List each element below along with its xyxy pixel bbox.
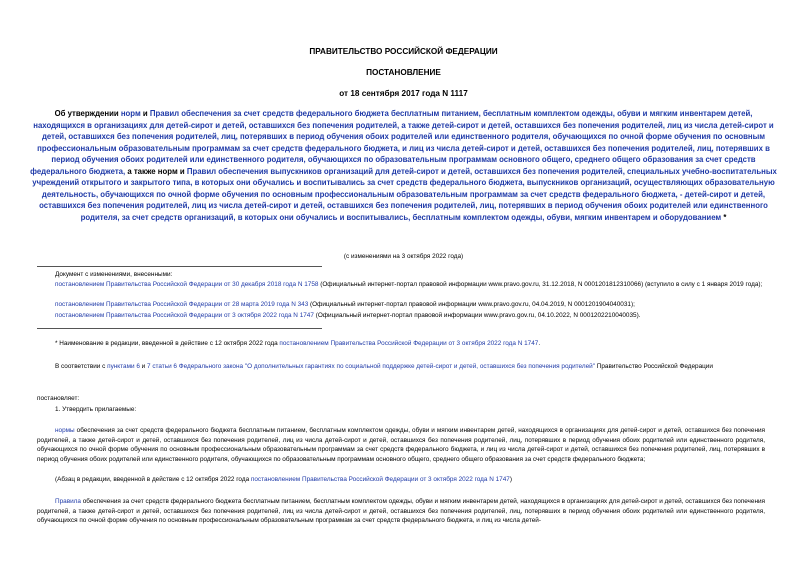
document-title <box>30 108 777 223</box>
rules-text: обеспечения за счет средств федерального бюджета бесплатным питанием, бесплатным комплектом одежды, обуви и мягким инвентарем детей, находящихся в организациях для детей-сирот и детей, оставшихся без попечения родителей, а также детей-сирот и детей, оставшихся без попечения родителей, лиц из числа детей-сирот и детей, оставшихся без попечения родителей, лиц, потерявших в период обучения обоих родителей или единственного родителя, обучающихся по очной форме обучения по основным профессиональным образовательным программам за счет средств федерального бюджета, и лиц из числа детей- <box>37 498 765 524</box>
item-1: 1. Утвердить прилагаемые: <box>55 406 137 413</box>
preamble-link-law[interactable]: 7 статьи 6 Федерального закона "О дополнительных гарантиях по социальной поддержке детей-сирот и детей, оставшихся без попечения родителей" <box>147 363 595 370</box>
amendment-link[interactable]: постановлением Правительства Российской Федерации от 30 декабря 2018 года N 1758 <box>55 281 319 288</box>
title-mid1: и <box>140 109 150 118</box>
amendment-item <box>37 280 765 290</box>
footnote-link[interactable]: постановлением Правительства Российской Федерации от 3 октября 2022 года N 1747 <box>279 340 539 347</box>
norms-text: обеспечения за счет средств федерального бюджета бесплатным питанием, бесплатным комплектом одежды, обуви и мягким инвентарем детей, находящихся в организациях для детей-сирот и детей, оставшихся без попечения родителей, а также детей-сирот и детей, оставшихся без попечения родителей, лиц из числа детей-сирот и детей, оставшихся без попечения родителей, лиц, потерявших в период обучения обоих родителей или единственного родителя, обучающихся по очной форме обучения по основным профессиональным образовательным программам за счет средств федерального бюджета, и лиц из числа детей-сирот и детей, оставшихся без попечения родителей, лиц, потерявших в период обучения обоих родителей или единственного родителя, обучающихся по образовательным программам основного общего, среднего общего образования за счет средств федерального бюджета; <box>37 427 765 463</box>
document-type: ПОСТАНОВЛЕНИЕ <box>366 68 441 77</box>
separator-bottom <box>37 328 322 329</box>
footnote <box>55 339 765 349</box>
norms-note-text: (Абзац в редакции, введенной в действие с 12 октября 2022 года <box>55 476 251 483</box>
norms-note <box>55 475 765 485</box>
title-suffix: * <box>721 212 727 222</box>
preamble-link-items[interactable]: пунктами 6 <box>107 363 140 370</box>
rules-paragraph <box>37 497 765 526</box>
amendments-intro: Документ с изменениями, внесенными: <box>55 271 173 278</box>
norms-link[interactable]: нормы <box>55 427 75 434</box>
amendment-link[interactable]: постановлением Правительства Российской Федерации от 28 марта 2019 года N 343 <box>55 301 309 308</box>
revision-note: (с изменениями на 3 октября 2022 года) <box>343 253 464 260</box>
preamble <box>37 362 765 372</box>
amendment-item <box>37 311 765 321</box>
preamble-text: В соответствии с <box>55 363 108 370</box>
footnote-end: . <box>538 340 541 347</box>
separator-top <box>37 266 322 267</box>
footnote-text: * Наименование в редакции, введенной в действие с 12 октября 2022 года <box>55 340 280 347</box>
preamble-text: Правительство Российской Федерации <box>594 363 713 370</box>
preamble-text: и <box>139 363 148 370</box>
amendment-text: (Официальный интернет-портал правовой информации www.pravo.gov.ru, 04.10.2022, N 0001202210040035). <box>313 312 641 319</box>
amendment-text: (Официальный интернет-портал правовой информации www.pravo.gov.ru, 04.04.2019, N 0001201904040031); <box>308 301 635 308</box>
norms-paragraph <box>37 426 765 464</box>
document-date-number: от 18 сентября 2017 года N 1117 <box>339 89 468 98</box>
amendment-text: (Официальный интернет-портал правовой информации www.pravo.gov.ru, 31.12.2018, N 0001201812310066) (вступило в силу с 1 января 2019 года); <box>318 281 763 288</box>
amendment-link[interactable]: постановлением Правительства Российской Федерации от 3 октября 2022 года N 1747 <box>55 312 314 319</box>
title-mid2: а также норм и <box>125 166 187 176</box>
resolves-label: постановляет: <box>37 395 80 402</box>
title-link-norms[interactable]: норм <box>120 109 141 118</box>
title-link-rules-graduates[interactable]: Правил обеспечения выпускников организаций для детей-сирот и детей, оставшихся без попечения родителей, специальных учебно-воспитательных учреждений открытого и закрытого типа, в которых они обучались и воспитывались за счет средств федерального бюджета, выпускников организаций, осуществляющих образовательную деятельность, обучающихся по очной форме обучения по основным профессиональным образовательным программам за счет средств федерального бюджета, - детей-сирот и детей, оставшихся без попечения родителей, лиц из числа детей-сирот и детей, оставшихся без попечения родителей, лиц, потерявших в период обучения обоих родителей или единственного родителя, за счет средств организаций, в которых они обучались и воспитывались, бесплатным комплектом одежды, обуви, мягким инвентарем и оборудованием <box>32 166 777 222</box>
title-prefix: Об утверждении <box>54 109 121 118</box>
government-header: ПРАВИТЕЛЬСТВО РОССИЙСКОЙ ФЕДЕРАЦИИ <box>309 47 498 56</box>
title-link-rules[interactable]: Правил обеспечения за счет средств федерального бюджета бесплатным питанием, бесплатным комплектом одежды, обуви и мягким инвентарем детей, находящихся в организациях для детей-сирот и детей, оставшихся без попечения родителей, а также детей-сирот и детей, оставшихся без попечения родителей, лиц из числа детей-сирот и детей, оставшихся без попечения родителей, лиц, потерявших в период обучения обоих родителей или единственного родителя, обучающихся по очной форме обучения по основным профессиональным образовательным программам за счет средств федерального бюджета, и лиц из числа детей-сирот и детей, оставшихся без попечения родителей, лиц, потерявших в период обучения обоих родителей или единственного родителя, обучающихся по образовательным программам основного общего, среднего общего образования за счет средств федерального бюджета, <box>30 109 774 176</box>
rules-link[interactable]: Правила <box>55 498 81 505</box>
norms-note-end: ) <box>509 476 512 483</box>
amendment-item <box>37 300 765 310</box>
norms-note-link[interactable]: постановлением Правительства Российской Федерации от 3 октября 2022 года N 1747 <box>250 476 510 483</box>
